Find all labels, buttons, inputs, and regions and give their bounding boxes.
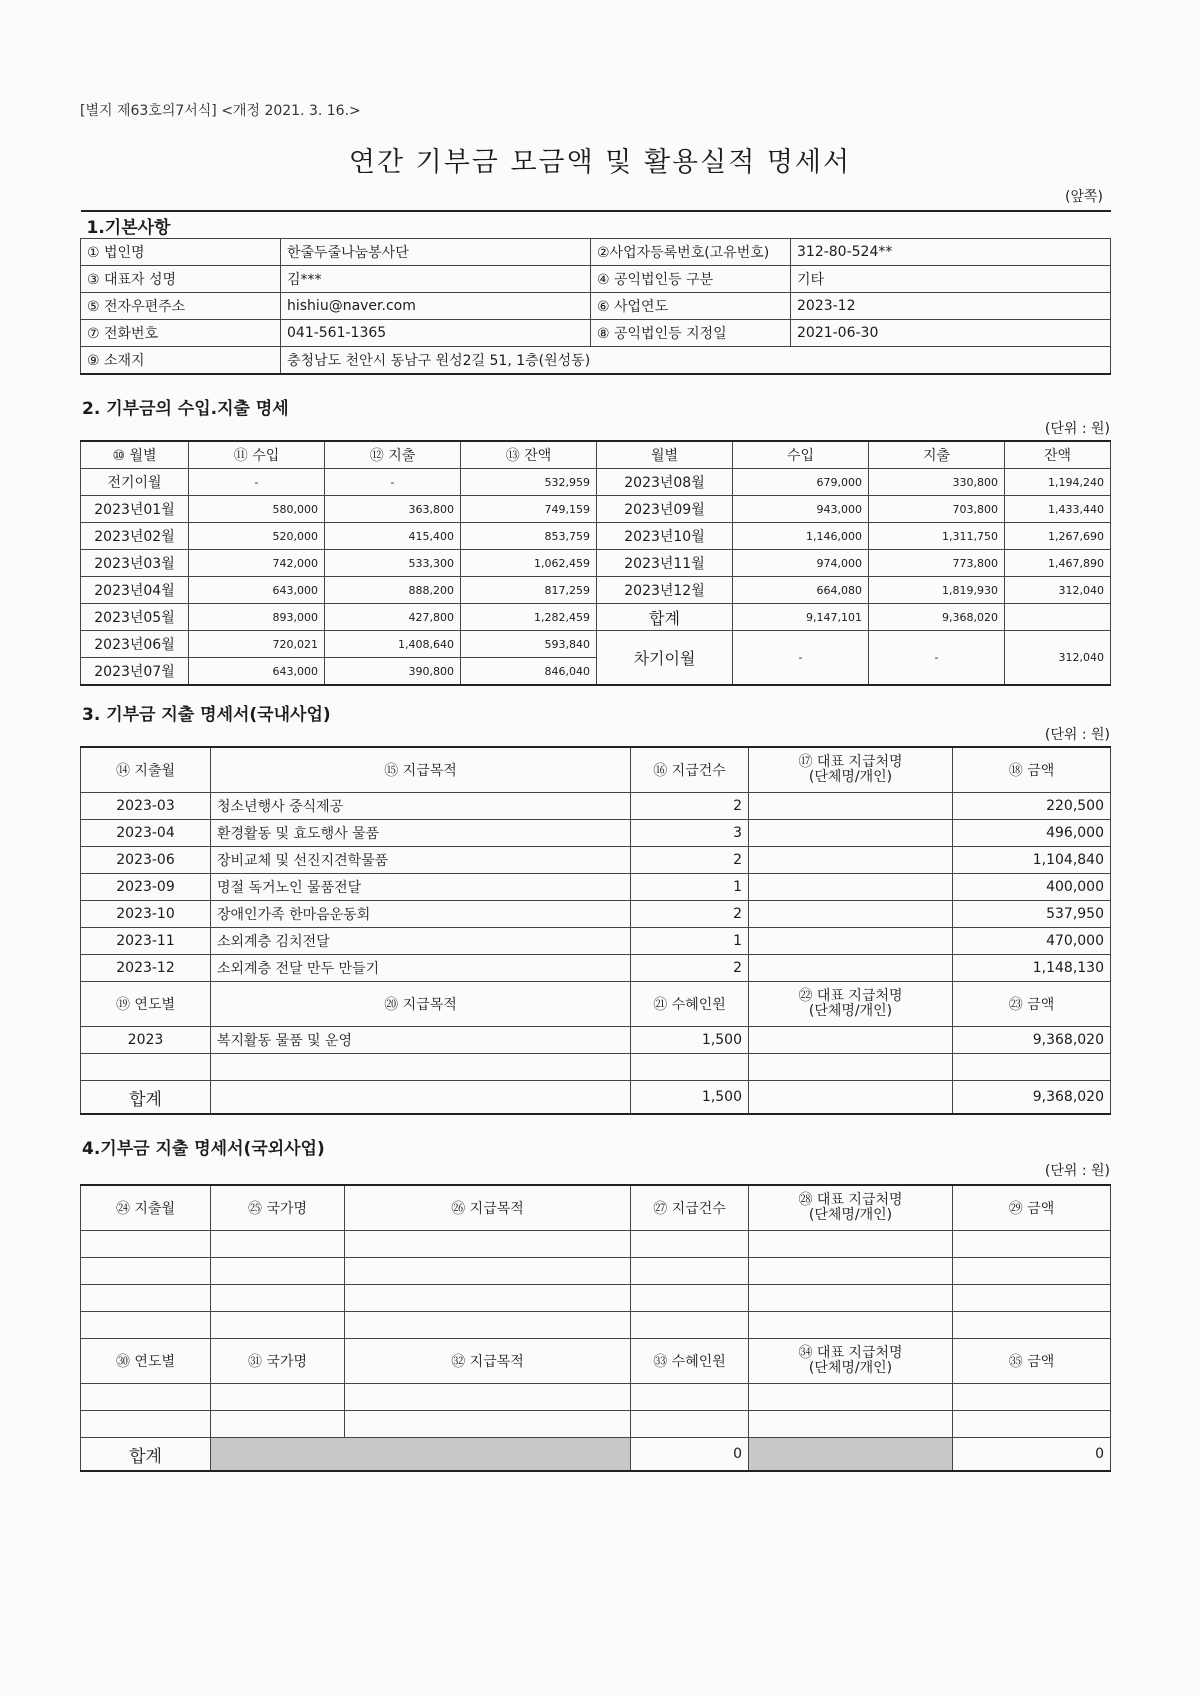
empty-cell	[953, 1312, 1111, 1339]
count-cell: 2	[631, 901, 749, 928]
empty-cell	[749, 1258, 953, 1285]
balance-cell: 1,433,440	[1005, 496, 1111, 523]
value-designated: 2021-06-30	[791, 320, 1111, 347]
purpose-cell: 장비교체 및 선진지견학물품	[211, 847, 631, 874]
empty-cell	[81, 1054, 211, 1081]
empty-cell	[953, 1411, 1111, 1438]
empty-cell	[953, 1285, 1111, 1312]
expense-cell: 888,200	[325, 577, 461, 604]
label-designated: ⑧ 공익법인등 지정일	[591, 320, 791, 347]
header-year: ⑲ 연도별	[81, 982, 211, 1027]
month-cell: 2023-04	[81, 820, 211, 847]
amount-cell: 9,368,020	[953, 1027, 1111, 1054]
header-payee-4b	[749, 1339, 953, 1384]
balance-total-cell	[1005, 604, 1111, 631]
label-biz-no: ②사업자등록번호(고유번호)	[591, 239, 791, 266]
month-cell: 2023년05월	[81, 604, 189, 631]
purpose-cell: 장애인가족 한마음운동회	[211, 901, 631, 928]
empty-cell	[631, 1285, 749, 1312]
header-year-4: ㉚ 연도별	[81, 1339, 211, 1384]
month-cell: 2023년08월	[597, 469, 733, 496]
empty-cell	[953, 1384, 1111, 1411]
total-amount: 9,368,020	[953, 1081, 1111, 1115]
section-3-unit: (단위 : 원)	[1044, 727, 1110, 743]
header-count-4: ㉗ 지급건수	[631, 1185, 749, 1231]
payee-cell	[749, 901, 953, 928]
income-total-cell: 9,147,101	[733, 604, 869, 631]
total-row	[81, 1081, 1111, 1115]
expense-cell: 773,800	[869, 550, 1005, 577]
empty-cell	[631, 1258, 749, 1285]
purpose-cell: 복지활동 물품 및 운영	[211, 1027, 631, 1054]
total-label-4: 합계	[81, 1438, 211, 1472]
empty-cell	[345, 1411, 631, 1438]
label-address: ⑨ 소재지	[81, 347, 281, 375]
month-cell: 2023년12월	[597, 577, 733, 604]
balance-cell: 593,840	[461, 631, 597, 658]
empty-cell	[749, 1411, 953, 1438]
expense-cell: 1,311,750	[869, 523, 1005, 550]
header-amount: ⑱ 금액	[953, 747, 1111, 793]
empty-cell	[81, 1411, 211, 1438]
header-month: ⑩ 월별	[81, 441, 189, 469]
header-purpose: ⑮ 지급목적	[211, 747, 631, 793]
expense-cell: 363,800	[325, 496, 461, 523]
total-label: 합계	[81, 1081, 211, 1115]
amount-cell: 537,950	[953, 901, 1111, 928]
income-cell: 1,146,000	[733, 523, 869, 550]
month-cell: 2023년07월	[81, 658, 189, 686]
table-row	[81, 1027, 1111, 1054]
income-cell: 943,000	[733, 496, 869, 523]
table-row	[81, 955, 1111, 982]
header-purpose-4: ㉖ 지급목적	[345, 1185, 631, 1231]
table-row	[81, 631, 1111, 658]
value-corp-name: 한줄두줄나눔봉사단	[281, 239, 591, 266]
page-title: 연간 기부금 모금액 및 활용실적 명세서	[348, 147, 852, 178]
header-expense-month-4: ㉔ 지출월	[81, 1185, 211, 1231]
month-cell: 2023년04월	[81, 577, 189, 604]
header-amount-4b: ㉟ 금액	[953, 1339, 1111, 1384]
purpose-cell: 소외계층 전달 만두 만들기	[211, 955, 631, 982]
empty-cell	[631, 1054, 749, 1081]
label-type: ④ 공익법인등 구분	[591, 266, 791, 293]
expense-cell: 415,400	[325, 523, 461, 550]
header-balance-2: 잔액	[1005, 441, 1111, 469]
carry-income-cell: -	[733, 631, 869, 686]
amount-cell: 400,000	[953, 874, 1111, 901]
month-cell: 2023년10월	[597, 523, 733, 550]
header-payee-line2: (단체명/개인)	[808, 769, 893, 785]
income-cell: 520,000	[189, 523, 325, 550]
month-cell: 2023년03월	[81, 550, 189, 577]
empty-cell	[749, 1054, 953, 1081]
balance-cell: 312,040	[1005, 577, 1111, 604]
empty-cell	[81, 1258, 211, 1285]
header-income: ⑪ 수입	[189, 441, 325, 469]
label-phone: ⑦ 전화번호	[81, 320, 281, 347]
empty-cell	[211, 1081, 631, 1115]
purpose-cell: 소외계층 김치전달	[211, 928, 631, 955]
carry-expense-cell: -	[869, 631, 1005, 686]
empty-cell	[749, 1081, 953, 1115]
amount-cell: 496,000	[953, 820, 1111, 847]
table-row	[81, 550, 1111, 577]
empty-cell	[953, 1054, 1111, 1081]
count-cell: 2	[631, 847, 749, 874]
expense-cell: 533,300	[325, 550, 461, 577]
table-row	[81, 523, 1111, 550]
payee-cell	[749, 793, 953, 820]
count-cell: 3	[631, 820, 749, 847]
expense-cell: 427,800	[325, 604, 461, 631]
empty-cell	[211, 1054, 631, 1081]
expense-cell: 1,819,930	[869, 577, 1005, 604]
label-corp-name: ① 법인명	[81, 239, 281, 266]
table-row	[81, 1411, 1111, 1438]
empty-cell	[81, 1384, 211, 1411]
month-cell: 2023년11월	[597, 550, 733, 577]
empty-cell	[211, 1258, 345, 1285]
header-payee-2	[749, 982, 953, 1027]
table-row	[81, 469, 1111, 496]
income-cell: 679,000	[733, 469, 869, 496]
expense-cell: 390,800	[325, 658, 461, 686]
table-row	[81, 1312, 1111, 1339]
gray-cell	[211, 1438, 631, 1472]
table-row	[81, 928, 1111, 955]
header-purpose-2: ⑳ 지급목적	[211, 982, 631, 1027]
header-payee-line1: ⑰ 대표 지급처명	[798, 754, 903, 770]
payee-cell	[749, 1027, 953, 1054]
table-row	[81, 793, 1111, 820]
header-payee-4-line2: (단체명/개인)	[808, 1207, 893, 1223]
total-row	[81, 1438, 1111, 1472]
income-cell: 580,000	[189, 496, 325, 523]
label-email: ⑤ 전자우편주소	[81, 293, 281, 320]
month-cell: 2023-12	[81, 955, 211, 982]
empty-cell	[345, 1231, 631, 1258]
total-beneficiaries: 1,500	[631, 1081, 749, 1115]
form-number: [별지 제63호의7서식] <개정 2021. 3. 16.>	[80, 103, 361, 119]
value-type: 기타	[791, 266, 1111, 293]
income-cell: 643,000	[189, 658, 325, 686]
balance-cell: 1,282,459	[461, 604, 597, 631]
header-amount-4: ㉙ 금액	[953, 1185, 1111, 1231]
table-row	[81, 604, 1111, 631]
header-expense-month: ⑭ 지출월	[81, 747, 211, 793]
empty-cell	[631, 1411, 749, 1438]
count-cell: 2	[631, 793, 749, 820]
carry-label-cell: 차기이월	[597, 631, 733, 686]
empty-cell	[211, 1285, 345, 1312]
empty-cell	[211, 1411, 345, 1438]
amount-cell: 220,500	[953, 793, 1111, 820]
month-cell: 2023-06	[81, 847, 211, 874]
header-payee-2-line2: (단체명/개인)	[808, 1003, 893, 1019]
table-row	[81, 1054, 1111, 1081]
payee-cell	[749, 928, 953, 955]
value-biz-no: 312-80-524**	[791, 239, 1111, 266]
count-cell: 1	[631, 874, 749, 901]
table-row	[81, 820, 1111, 847]
balance-cell: 1,062,459	[461, 550, 597, 577]
balance-cell: 853,759	[461, 523, 597, 550]
overseas-expense-table	[80, 1184, 1111, 1472]
amount-cell: 470,000	[953, 928, 1111, 955]
carry-balance-cell: 312,040	[1005, 631, 1111, 686]
month-cell: 2023년09월	[597, 496, 733, 523]
header-count: ⑯ 지급건수	[631, 747, 749, 793]
payee-cell	[749, 820, 953, 847]
section-2-heading: 2. 기부금의 수입.지출 명세	[82, 399, 289, 419]
beneficiaries-cell: 1,500	[631, 1027, 749, 1054]
table-row	[81, 874, 1111, 901]
table-row	[81, 1384, 1111, 1411]
table-row	[81, 1258, 1111, 1285]
payee-cell	[749, 955, 953, 982]
header-payee-4	[749, 1185, 953, 1231]
label-year: ⑥ 사업연도	[591, 293, 791, 320]
empty-cell	[211, 1384, 345, 1411]
value-rep: 김***	[281, 266, 591, 293]
expense-total-cell: 9,368,020	[869, 604, 1005, 631]
month-cell: 2023년02월	[81, 523, 189, 550]
table-row	[81, 496, 1111, 523]
side-label: (앞쪽)	[1065, 189, 1103, 205]
value-phone: 041-561-1365	[281, 320, 591, 347]
empty-cell	[81, 1285, 211, 1312]
header-income-2: 수입	[733, 441, 869, 469]
empty-cell	[345, 1384, 631, 1411]
section-2-unit: (단위 : 원)	[1044, 421, 1110, 437]
income-expense-table	[80, 440, 1111, 686]
header-country: ㉕ 국가명	[211, 1185, 345, 1231]
balance-cell: 749,159	[461, 496, 597, 523]
month-cell: 2023-10	[81, 901, 211, 928]
balance-cell: 1,267,690	[1005, 523, 1111, 550]
value-email: hishiu@naver.com	[281, 293, 591, 320]
month-cell: 2023-03	[81, 793, 211, 820]
label-rep: ③ 대표자 성명	[81, 266, 281, 293]
header-payee-4-line1: ㉘ 대표 지급처명	[798, 1192, 903, 1208]
income-cell: -	[189, 469, 325, 496]
empty-cell	[631, 1312, 749, 1339]
payee-cell	[749, 847, 953, 874]
header-beneficiaries-4: ㉝ 수혜인원	[631, 1339, 749, 1384]
total-beneficiaries-4: 0	[631, 1438, 749, 1472]
header-balance: ⑬ 잔액	[461, 441, 597, 469]
month-cell: 전기이월	[81, 469, 189, 496]
empty-cell	[345, 1258, 631, 1285]
header-payee-4b-line1: ㉞ 대표 지급처명	[798, 1345, 903, 1361]
header-month-2: 월별	[597, 441, 733, 469]
table-row	[81, 1231, 1111, 1258]
balance-cell: 1,467,890	[1005, 550, 1111, 577]
month-cell: 2023년01월	[81, 496, 189, 523]
table-row	[81, 847, 1111, 874]
value-year: 2023-12	[791, 293, 1111, 320]
income-cell: 664,080	[733, 577, 869, 604]
total-amount-4: 0	[953, 1438, 1111, 1472]
section-3-heading: 3. 기부금 지출 명세서(국내사업)	[82, 705, 331, 725]
empty-cell	[749, 1285, 953, 1312]
income-cell: 893,000	[189, 604, 325, 631]
header-beneficiaries: ㉑ 수혜인원	[631, 982, 749, 1027]
empty-cell	[81, 1312, 211, 1339]
domestic-expense-table	[80, 746, 1111, 1115]
header-expense-2: 지출	[869, 441, 1005, 469]
table-row	[81, 901, 1111, 928]
amount-cell: 1,148,130	[953, 955, 1111, 982]
empty-cell	[953, 1231, 1111, 1258]
gray-cell	[749, 1438, 953, 1472]
month-cell: 2023년06월	[81, 631, 189, 658]
section-1-heading: 1.기본사항	[81, 211, 1111, 239]
empty-cell	[953, 1258, 1111, 1285]
header-payee-4b-line2: (단체명/개인)	[808, 1360, 893, 1376]
expense-cell: 330,800	[869, 469, 1005, 496]
income-cell: 643,000	[189, 577, 325, 604]
purpose-cell: 청소년행사 중식제공	[211, 793, 631, 820]
expense-cell: -	[325, 469, 461, 496]
month-cell: 2023-09	[81, 874, 211, 901]
income-cell: 974,000	[733, 550, 869, 577]
empty-cell	[631, 1384, 749, 1411]
empty-cell	[749, 1384, 953, 1411]
count-cell: 2	[631, 955, 749, 982]
balance-cell: 532,959	[461, 469, 597, 496]
basic-info-table	[80, 210, 1111, 375]
table-row	[81, 577, 1111, 604]
empty-cell	[211, 1312, 345, 1339]
empty-cell	[345, 1312, 631, 1339]
year-cell: 2023	[81, 1027, 211, 1054]
balance-cell: 1,194,240	[1005, 469, 1111, 496]
header-amount-2: ㉓ 금액	[953, 982, 1111, 1027]
header-expense: ⑫ 지출	[325, 441, 461, 469]
income-cell: 720,021	[189, 631, 325, 658]
header-payee	[749, 747, 953, 793]
amount-cell: 1,104,840	[953, 847, 1111, 874]
balance-cell: 846,040	[461, 658, 597, 686]
purpose-cell: 명절 독거노인 물품전달	[211, 874, 631, 901]
header-purpose-4b: ㉜ 지급목적	[345, 1339, 631, 1384]
table-row	[81, 1285, 1111, 1312]
section-4-unit: (단위 : 원)	[1044, 1163, 1110, 1179]
empty-cell	[631, 1231, 749, 1258]
expense-cell: 1,408,640	[325, 631, 461, 658]
header-country-2: ㉛ 국가명	[211, 1339, 345, 1384]
value-address: 충청남도 천안시 동남구 원성2길 51, 1층(원성동)	[281, 347, 1111, 375]
count-cell: 1	[631, 928, 749, 955]
empty-cell	[81, 1231, 211, 1258]
header-payee-2-line1: ㉒ 대표 지급처명	[798, 988, 903, 1004]
section-4-heading: 4.기부금 지출 명세서(국외사업)	[82, 1139, 325, 1159]
empty-cell	[345, 1285, 631, 1312]
empty-cell	[749, 1231, 953, 1258]
sum-label-cell: 합계	[597, 604, 733, 631]
month-cell: 2023-11	[81, 928, 211, 955]
empty-cell	[749, 1312, 953, 1339]
empty-cell	[211, 1231, 345, 1258]
income-cell: 742,000	[189, 550, 325, 577]
balance-cell: 817,259	[461, 577, 597, 604]
expense-cell: 703,800	[869, 496, 1005, 523]
purpose-cell: 환경활동 및 효도행사 물품	[211, 820, 631, 847]
payee-cell	[749, 874, 953, 901]
